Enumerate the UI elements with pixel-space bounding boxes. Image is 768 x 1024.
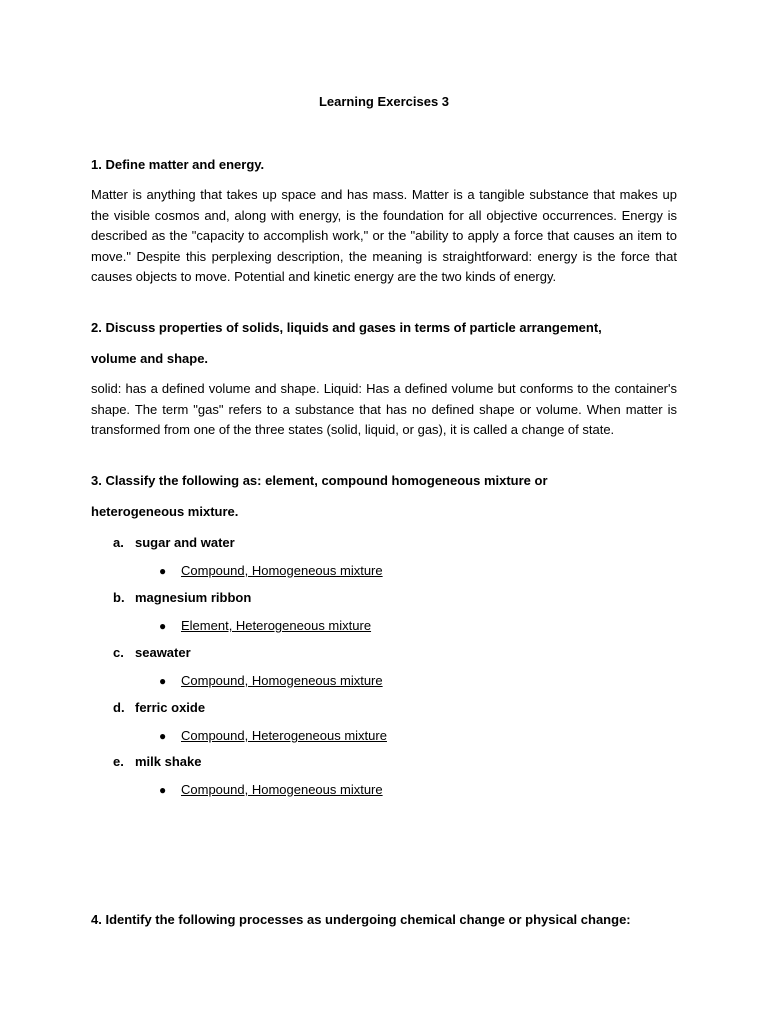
question-1-answer-block [91,185,677,288]
list-item-a-answer [159,561,383,581]
question-2-heading-line2: volume and shape. [91,351,209,366]
list-item-label: milk shake [135,754,202,769]
list-item-c [113,643,191,663]
list-item-d-answer [159,726,387,746]
question-2-answer-block [91,379,677,441]
question-3 [91,471,677,491]
list-item-label: seawater [135,645,191,660]
question-2-cont [91,349,677,369]
list-item-letter: e. [113,754,124,769]
list-item-d [113,698,205,718]
list-item-a [113,533,235,553]
bullet-icon: ● [159,564,167,578]
question-3-heading-line2: heterogeneous mixture. [91,504,239,519]
list-item-label: sugar and water [135,535,235,550]
document-title: Learning Exercises 3 [318,94,450,109]
list-item-b-answer [159,616,371,636]
question-3-heading-line1: 3. Classify the following as: element, compound homogeneous mixture or [91,473,548,488]
answer-text: Compound, Homogeneous mixture [181,673,383,688]
list-item-letter: d. [113,700,125,715]
question-4 [91,910,677,930]
list-item-c-answer [159,671,383,691]
bullet-icon: ● [159,729,167,743]
list-item-e-answer [159,780,383,800]
list-item-letter: c. [113,645,124,660]
list-item-letter: b. [113,590,125,605]
question-1-heading: 1. Define matter and energy. [91,157,265,172]
list-item-e [113,752,202,772]
question-1-answer: Matter is anything that takes up space and has mass. Matter is a tangible substance that makes up the visible cosmos and, along with energy, is the foundation for all objective occurrences. Energy is described as the "capacity to accomplish work," or the "ability to apply a force that causes an item to move." Despite this perplexing description, the meaning is straightforward: energy is the force that causes objects to move. Potential and kinetic energy are the two kinds of energy. [91,187,677,285]
answer-text: Compound, Homogeneous mixture [181,563,383,578]
bullet-icon: ● [159,783,167,797]
answer-text: Element, Heterogeneous mixture [181,618,372,633]
question-3-cont [91,502,677,522]
list-item-label: ferric oxide [135,700,206,715]
question-2 [91,318,677,338]
answer-text: Compound, Heterogeneous mixture [181,728,387,743]
question-2-heading-line1: 2. Discuss properties of solids, liquids and gases in terms of particle arrangement, [91,320,602,335]
answer-text: Compound, Homogeneous mixture [181,782,383,797]
question-2-answer: solid: has a defined volume and shape. Liquid: Has a defined volume but conforms to the container's shape. The term "gas" refers to a substance that has no defined shape or volume. When matter is transformed from one of the three states (solid, liquid, or gas), it is called a change of state. [91,381,677,438]
bullet-icon: ● [159,674,167,688]
question-1 [91,155,677,175]
list-item-label: magnesium ribbon [135,590,252,605]
list-item-letter: a. [113,535,124,550]
question-4-heading: 4. Identify the following processes as undergoing chemical change or physical change: [91,912,631,927]
bullet-icon: ● [159,619,167,633]
list-item-b [113,588,251,608]
